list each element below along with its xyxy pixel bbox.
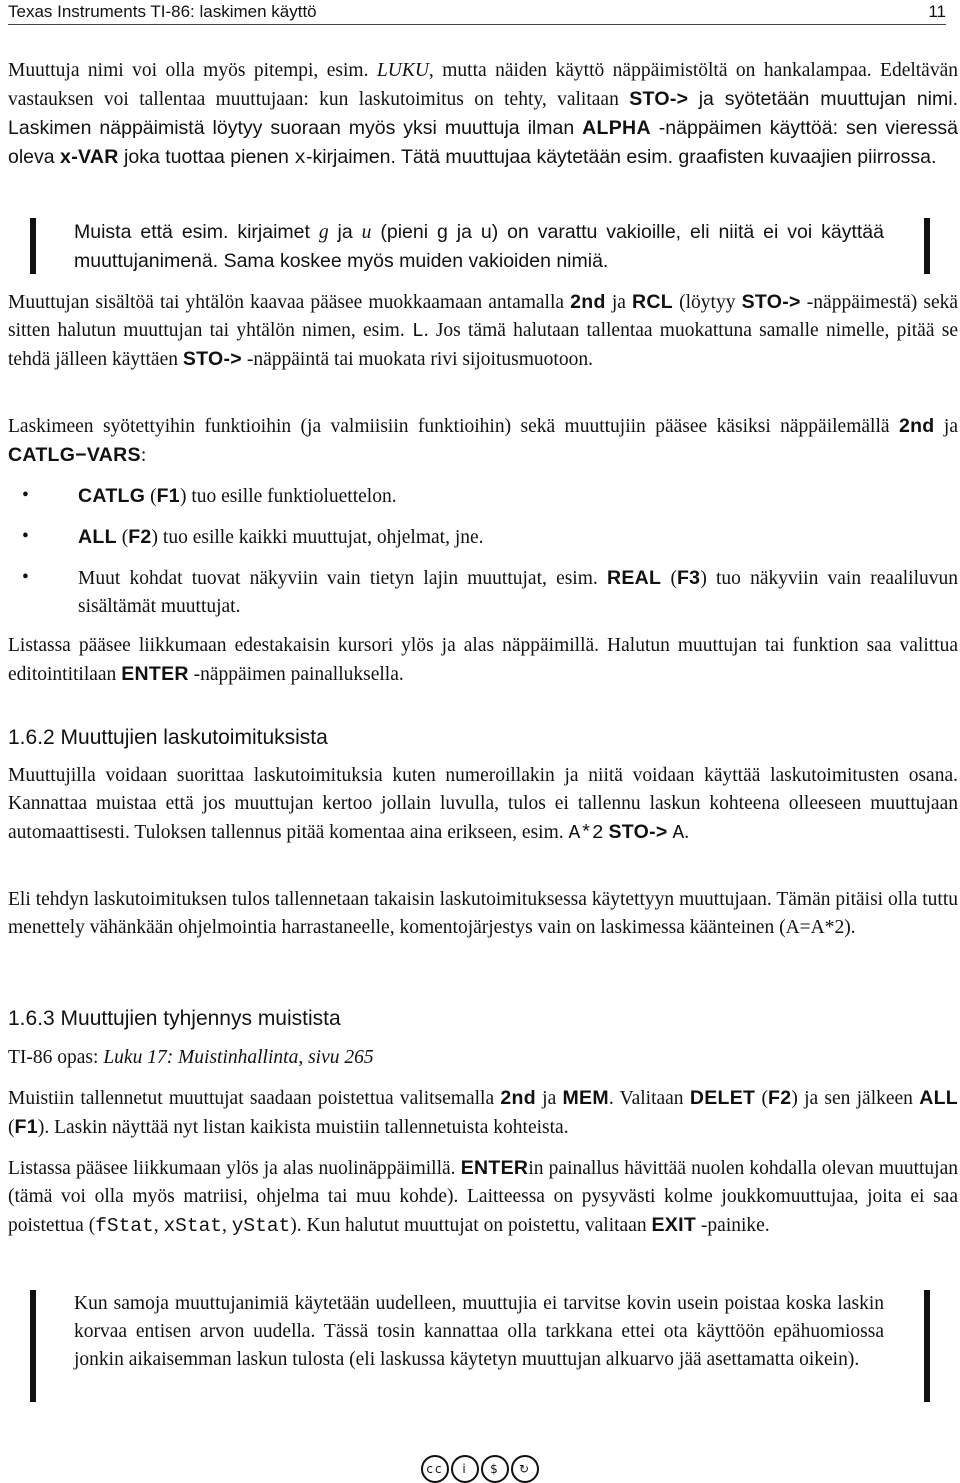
cc-icon: cc xyxy=(421,1455,449,1483)
by-icon: i xyxy=(451,1455,479,1483)
paragraph-list-navigation: Listassa pääsee liikkumaan edestakaisin kursori ylös ja alas näppäimillä. Halutun muuttujan tai funktion saa valittua editointitilaan ENTER -näppäimen painalluksella. xyxy=(8,635,958,685)
note-reserved-letters: Muista että esim. kirjaimet g ja u (pieni g ja u) on varattu vakioille, eli niitä ei voi käyttää muuttujanimenä. Sama koskee myös muiden vakioiden nimiä. xyxy=(30,218,930,274)
header-title: Texas Instruments TI-86: laskimen käyttö xyxy=(8,2,317,21)
paragraph-edit-variable: Muuttujan sisältöä tai yhtälön kaavaa pääsee muokkaamaan antamalla 2nd ja RCL (löytyy STO-> -näppäimestä) sekä sitten halutun muuttujan tai yhtälön nimen, esim. L. Jos tämä halutaan tallentaa muokattuna samalle nimelle, pitää se tehdä jälleen käyttäen STO-> -näppäintä tai muokata rivi sijoitusmuotoon. xyxy=(8,291,958,370)
sharealike-icon: ↻ xyxy=(511,1455,539,1483)
paragraph-delete-variables: Muistiin tallennetut muuttujat saadaan poistettua valitsemalla 2nd ja MEM. Valitaan DELET (F2) ja sen jälkeen ALL (F1). Laskin näyttää nyt listan kaikista muistiin tallennetuista kohteista. xyxy=(8,1087,958,1138)
note-reuse-variables: Kun samoja muuttujanimiä käytetään uudelleen, muuttujia ei tarvitse kovin usein poistaa koska laskin korvaa entisen arvon uudella. Tässä tosin kannattaa olla tarkkana ettei ota käyttöön epähuomiossa jonkin aikaisemman laskun tulosta (eli laskussa käytetyn muuttujan alkuarvo jää asettamatta oikein). xyxy=(30,1290,930,1402)
page-header xyxy=(8,0,946,25)
paragraph-catalog: Laskimeen syötettyihin funktioihin (ja valmiisiin funktioihin) sekä muuttujiin pääsee käsiksi näppäilemällä 2nd ja CATLG−VARS: xyxy=(8,415,958,466)
paragraph-variable-names: Muuttuja nimi voi olla myös pitempi, esim. LUKU, mutta näiden käyttö näppäimistöltä on hankalampaa. Edeltävän vastauksen voi tallentaa muuttujaan: kun laskutoimitus on tehty, valitaan STO-> ja syötetään muuttujan nimi. Laskimen näppäimistä löytyy suoraan myös yksi muuttuja ilman ALPHA -näppäimen käyttöä: sen vieressä oleva x-VAR joka tuottaa pienen x-kirjaimen. Tätä muuttujaa käytetään esim. graafisten kuvaajien piirrossa. xyxy=(8,60,958,169)
noncommercial-icon: $ xyxy=(481,1455,509,1483)
paragraph-delete-list: Listassa pääsee liikkumaan ylös ja alas nuolinäppäimillä. ENTERin painallus hävittää nuolen kohdalla olevan muuttujan (tämä voi olla myös matriisi, ohjelma tai muu kohde). Laitteessa on pysyvästi kolme joukkomuuttujaa, joita ei saa poistettua (fStat, xStat, yStat). Kun halutut muuttujat on poistettu, valitaan EXIT -painike. xyxy=(8,1157,958,1237)
section-heading-1-6-2: 1.6.2 Muuttujien laskutoimituksista xyxy=(8,726,328,749)
manual-reference: TI-86 opas: Luku 17: Muistinhallinta, sivu 265 xyxy=(8,1047,374,1068)
list-item: • Muut kohdat tuovat näkyviin vain tietyn lajin muuttujat, esim. REAL (F3) tuo näkyviin vain reaaliluvun sisältämät muuttujat. xyxy=(22,567,958,617)
list-item: • ALL (F2) tuo esille kaikki muuttujat, ohjelmat, jne. xyxy=(22,526,484,548)
list-item: • CATLG (F1) tuo esille funktioluettelon. xyxy=(22,485,397,507)
section-heading-1-6-3: 1.6.3 Muuttujien tyhjennys muistista xyxy=(8,1007,341,1030)
paragraph-variable-arithmetic: Muuttujilla voidaan suorittaa laskutoimituksia kuten numeroillakin ja niitä voidaan käyttää laskutoimitusten osana. Kannattaa muistaa että jos muuttujan kertoo jollain luvulla, tulos ei tallennu laskun kohteena olleeseen muuttujaan automaattisesti. Tuloksen tallennus pitää komentaa aina erikseen, esim. A*2 STO-> A. xyxy=(8,765,958,844)
page-number: 11 xyxy=(928,2,946,21)
license-badges xyxy=(0,1452,960,1483)
paragraph-result-storage: Eli tehdyn laskutoimituksen tulos tallennetaan takaisin laskutoimituksessa käytettyyn muuttujaan. Tämän pitäisi olla tuttu menettely vähänkään ohjelmointia harrastaneelle, komentojärjestys vain on laskimessa käänteinen (A=A*2). xyxy=(8,889,958,938)
